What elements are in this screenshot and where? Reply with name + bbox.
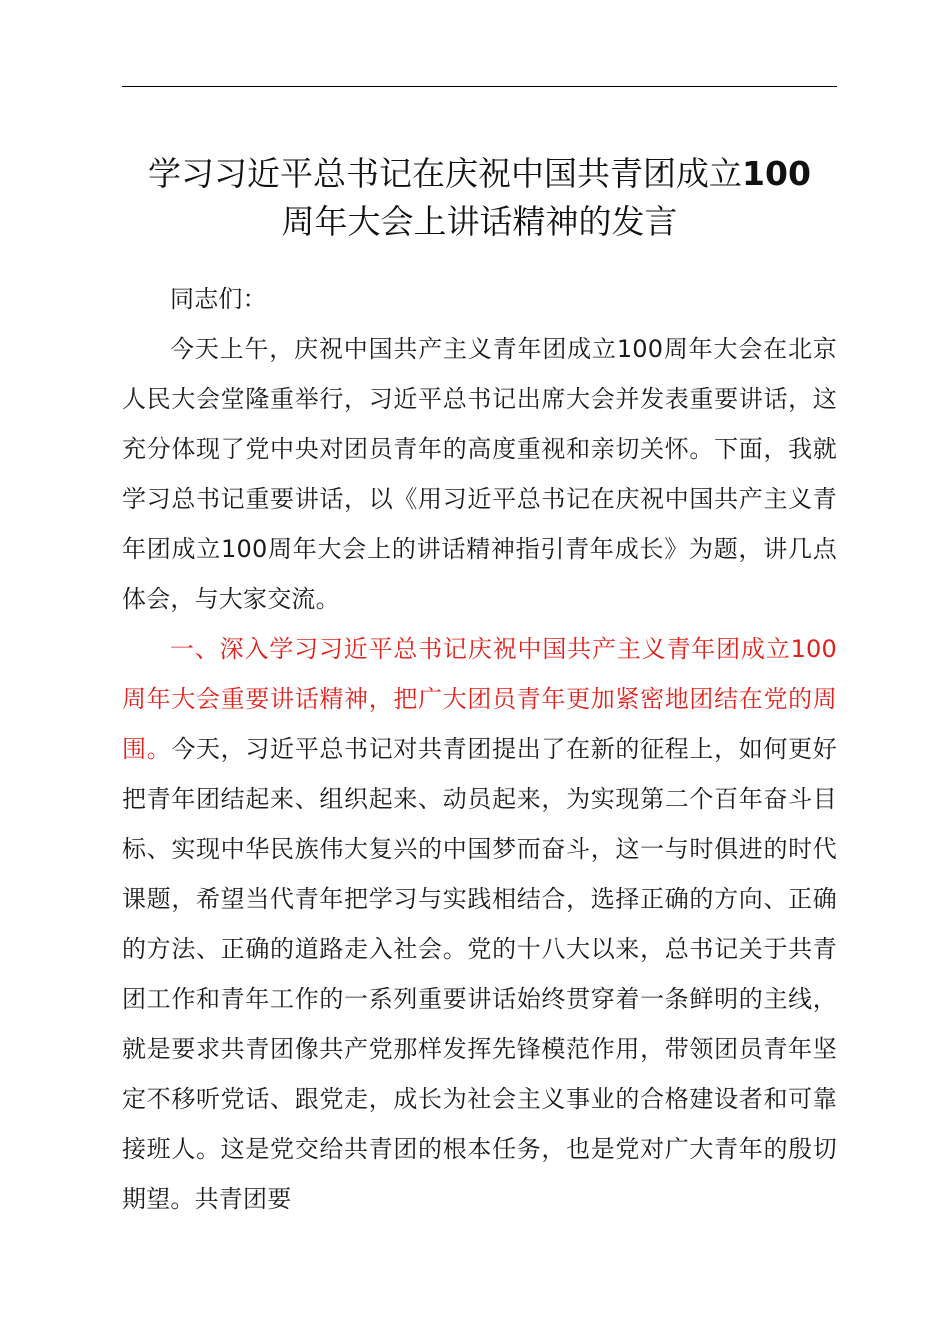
header-rule <box>122 86 837 87</box>
document-title <box>122 150 837 246</box>
title-line-1 <box>122 150 837 198</box>
document-body <box>122 274 837 1224</box>
title-line-2: 周年大会上讲话精神的发言 <box>281 202 678 241</box>
paragraph-1: 今天上午，庆祝中国共产主义青年团成立100周年大会在北京人民大会堂隆重举行，习近平总书记出席大会并发表重要讲话，这充分体现了党中央对团员青年的高度重视和亲切关怀。下面，我就学习总书记重要讲话，以《用习近平总书记在庆祝中国共产主义青年团成立100周年大会上的讲话精神指引青年成长》为题，讲几点体会，与大家交流。 <box>122 335 837 613</box>
salutation: 同志们： <box>170 285 267 313</box>
title-number: 100 <box>742 154 811 193</box>
title-text: 学习习近平总书记在庆祝中国共青团成立 <box>148 154 743 193</box>
paragraph-2 <box>122 624 837 1224</box>
paragraph-2-text: 今天，习近平总书记对共青团提出了在新的征程上，如何更好把青年团结起来、组织起来、动员起来，为实现第二个百年奋斗目标、实现中华民族伟大复兴的中国梦而奋斗，这一与时俱进的时代课题，希望当代青年把学习与实践相结合，选择正确的方向、正确的方法、正确的道路走入社会。党的十八大以来，总书记关于共青团工作和青年工作的一系列重要讲话始终贯穿着一条鲜明的主线，就是要求共青团像共产党那样发挥先锋模范作用，带领团员青年坚定不移听党话、跟党走，成长为社会主义事业的合格建设者和可靠接班人。这是党交给共青团的根本任务，也是党对广大青年的殷切期望。共青团要 <box>122 735 837 1213</box>
section-heading-1: 一、深入学习习近平总书记庆祝中国共产主义青年团成立100周年大会重要讲话精神，把广大团员青年更加紧密地团结在党的周围。 <box>122 635 837 763</box>
